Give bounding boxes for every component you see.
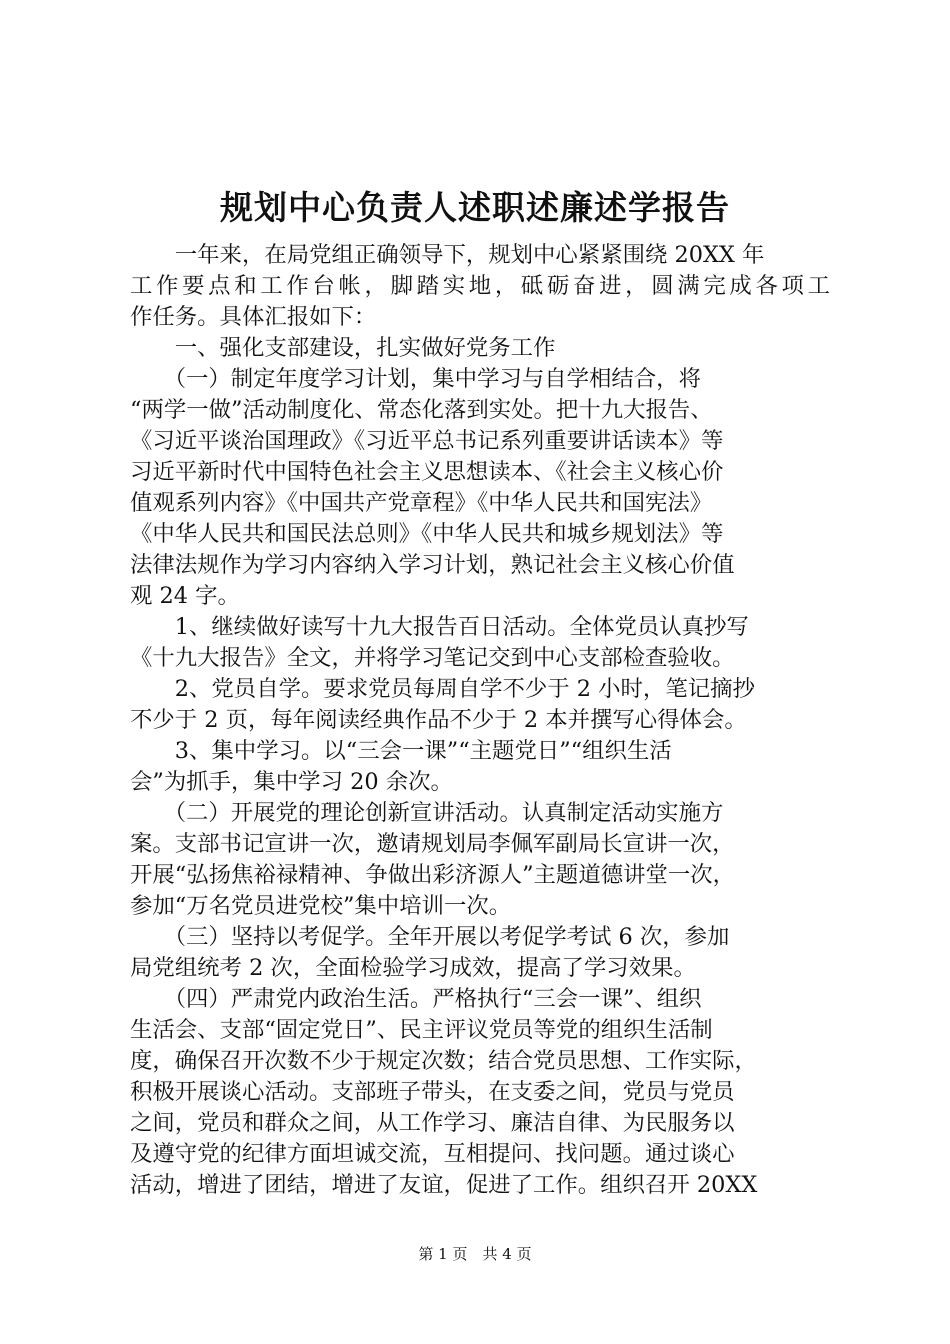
body-line: 《习近平谈治国理政》《习近平总书记系列重要讲话读本》等: [130, 428, 724, 454]
body-line: 度，确保召开次数不少于规定次数；结合党员思想、工作实际，: [130, 1048, 757, 1074]
body-line: 观 24 字。: [130, 583, 240, 609]
body-line: 活动，增进了团结，增进了友谊，促进了工作。组织召开 20XX: [130, 1172, 758, 1198]
body-line: 参加“万名党员进党校”集中培训一次。: [130, 893, 512, 919]
body-line: 值观系列内容》《中国共产党章程》《中华人民共和国宪法》: [130, 490, 713, 516]
section-heading: 一、强化支部建设，扎实做好党务工作: [130, 335, 556, 361]
body-line: 生活会、支部“固定党日”、民主评议党员等党的组织生活制: [130, 1017, 713, 1043]
body-line: 《中华人民共和国民法总则》《中华人民共和城乡规划法》等: [130, 521, 724, 547]
body-line: （二）开展党的理论创新宣讲活动。认真制定活动实施方: [130, 800, 724, 826]
body-line: 一年来，在局党组正确领导下，规划中心紧紧围绕 20XX 年: [130, 242, 765, 268]
body-line: 作任务。具体汇报如下：: [130, 304, 377, 330]
body-line: 2、党员自学。要求党员每周自学不少于 2 小时，笔记摘抄: [130, 676, 755, 702]
body-line: 《十九大报告》全文，并将学习笔记交到中心支部检查验收。: [130, 645, 735, 671]
body-line: 工作要点和工作台帐，脚踏实地，砥砺奋进，圆满完成各项工: [130, 273, 830, 299]
body-line: 案。支部书记宣讲一次，邀请规划局李佩军副局长宣讲一次，: [130, 831, 735, 857]
body-line: 法律法规作为学习内容纳入学习计划，熟记社会主义核心价值: [130, 552, 735, 578]
body-line: 习近平新时代中国特色社会主义思想读本、《社会主义核心价: [130, 459, 724, 485]
page-number-footer: 第 1 页 共 4 页: [418, 1245, 532, 1263]
body-line: （四）严肃党内政治生活。严格执行“三会一课”、组织: [130, 986, 702, 1012]
body-line: 局党组统考 2 次，全面检验学习成效，提高了学习效果。: [130, 955, 696, 981]
body-line: （一）制定年度学习计划，集中学习与自学相结合，将: [130, 366, 701, 392]
body-line: 不少于 2 页，每年阅读经典作品不少于 2 本并撰写心得体会。: [130, 707, 747, 733]
document-title: 规划中心负责人述职述廉述学报告: [220, 188, 730, 227]
body-line: “两学一做”活动制度化、常态化落到实处。把十九大报告、: [130, 397, 713, 423]
body-line: 之间，党员和群众之间，从工作学习、廉洁自律、为民服务以: [130, 1110, 735, 1136]
document-body: [130, 240, 830, 1201]
body-line: 1、继续做好读写十九大报告百日活动。全体党员认真抄写: [130, 614, 749, 640]
body-line: 积极开展谈心活动。支部班子带头，在支委之间，党员与党员: [130, 1079, 735, 1105]
body-line: 及遵守党的纪律方面坦诚交流，互相提问、找问题。通过谈心: [130, 1141, 735, 1167]
body-line: （三）坚持以考促学。全年开展以考促学考试 6 次，参加: [130, 924, 730, 950]
body-line: 3、集中学习。以“三会一课”“主题党日”“组织生活: [130, 738, 672, 764]
body-line: 会”为抓手，集中学习 20 余次。: [130, 769, 453, 795]
body-line: 开展“弘扬焦裕禄精神、争做出彩济源人”主题道德讲堂一次，: [130, 862, 736, 888]
